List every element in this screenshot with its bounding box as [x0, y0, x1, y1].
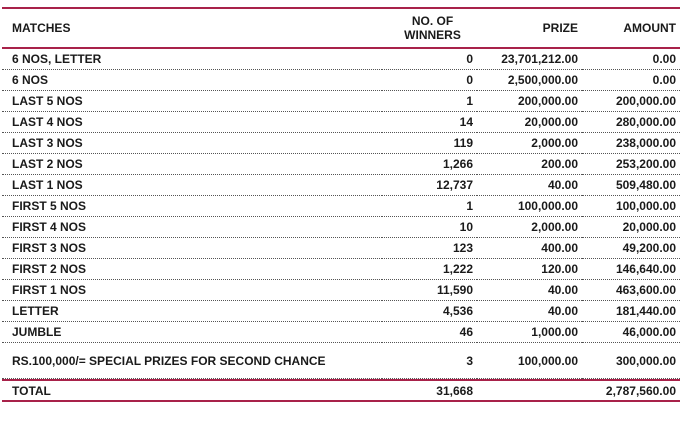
table-row	[2, 49, 680, 70]
row-winners: 46	[382, 322, 477, 343]
row-winners: 12,737	[382, 175, 477, 196]
row-matches: RS.100,000/= SPECIAL PRIZES FOR SECOND CHANCE	[2, 343, 382, 379]
header-amount: AMOUNT	[623, 21, 676, 35]
row-amount: 238,000.00	[582, 133, 680, 154]
row-winners: 1	[382, 196, 477, 217]
table-row	[2, 133, 680, 154]
row-winners: 0	[382, 70, 477, 91]
rows-body	[2, 49, 680, 379]
header-winners: NO. OF WINNERS	[404, 14, 461, 42]
row-prize: 23,701,212.00	[477, 49, 582, 70]
row-matches: FIRST 4 NOS	[2, 217, 382, 238]
row-amount: 181,440.00	[582, 301, 680, 322]
total-table	[2, 381, 680, 400]
table-row	[2, 70, 680, 91]
prize-table-body	[2, 49, 680, 379]
prize-table	[2, 9, 680, 47]
row-prize: 1,000.00	[477, 322, 582, 343]
row-winners: 10	[382, 217, 477, 238]
table-row	[2, 175, 680, 196]
row-matches: FIRST 1 NOS	[2, 280, 382, 301]
header-matches: MATCHES	[12, 21, 71, 35]
table-row	[2, 343, 680, 379]
row-prize: 100,000.00	[477, 196, 582, 217]
row-amount: 509,480.00	[582, 175, 680, 196]
row-amount: 463,600.00	[582, 280, 680, 301]
row-matches: JUMBLE	[2, 322, 382, 343]
row-matches: FIRST 5 NOS	[2, 196, 382, 217]
row-matches: LAST 2 NOS	[2, 154, 382, 175]
table-row	[2, 280, 680, 301]
table-row	[2, 196, 680, 217]
row-prize: 120.00	[477, 259, 582, 280]
row-amount: 46,000.00	[582, 322, 680, 343]
row-matches: FIRST 2 NOS	[2, 259, 382, 280]
row-winners: 11,590	[382, 280, 477, 301]
total-prize	[477, 381, 582, 400]
row-winners: 14	[382, 112, 477, 133]
table-row	[2, 238, 680, 259]
row-amount: 0.00	[582, 70, 680, 91]
row-winners: 3	[382, 343, 477, 379]
total-amount: 2,787,560.00	[605, 383, 676, 398]
row-amount: 200,000.00	[582, 91, 680, 112]
row-prize: 100,000.00	[477, 343, 582, 379]
row-amount: 49,200.00	[582, 238, 680, 259]
row-matches: LAST 1 NOS	[2, 175, 382, 196]
row-prize: 2,500,000.00	[477, 70, 582, 91]
row-prize: 2,000.00	[477, 217, 582, 238]
row-amount: 20,000.00	[582, 217, 680, 238]
row-winners: 123	[382, 238, 477, 259]
row-prize: 40.00	[477, 175, 582, 196]
row-amount: 300,000.00	[582, 343, 680, 379]
table-row	[2, 217, 680, 238]
row-prize: 200.00	[477, 154, 582, 175]
row-amount: 0.00	[582, 49, 680, 70]
row-matches: LAST 5 NOS	[2, 91, 382, 112]
row-prize: 20,000.00	[477, 112, 582, 133]
row-winners: 1,266	[382, 154, 477, 175]
total-rule-bottom	[2, 400, 680, 402]
table-row	[2, 91, 680, 112]
row-prize: 2,000.00	[477, 133, 582, 154]
row-prize: 40.00	[477, 301, 582, 322]
row-winners: 1	[382, 91, 477, 112]
table-row	[2, 154, 680, 175]
row-prize: 400.00	[477, 238, 582, 259]
table-row	[2, 259, 680, 280]
table-row	[2, 322, 680, 343]
row-winners: 119	[382, 133, 477, 154]
row-matches: LAST 4 NOS	[2, 112, 382, 133]
prize-table-container	[2, 7, 680, 402]
row-winners: 0	[382, 49, 477, 70]
row-matches: LAST 3 NOS	[2, 133, 382, 154]
row-prize: 40.00	[477, 280, 582, 301]
row-amount: 253,200.00	[582, 154, 680, 175]
row-amount: 100,000.00	[582, 196, 680, 217]
row-matches: FIRST 3 NOS	[2, 238, 382, 259]
row-prize: 200,000.00	[477, 91, 582, 112]
row-matches: LETTER	[2, 301, 382, 322]
total-winners: 31,668	[436, 383, 473, 398]
total-label: TOTAL	[12, 383, 51, 398]
table-row	[2, 112, 680, 133]
row-amount: 146,640.00	[582, 259, 680, 280]
row-matches: 6 NOS	[2, 70, 382, 91]
header-row	[2, 9, 680, 47]
row-winners: 1,222	[382, 259, 477, 280]
row-winners: 4,536	[382, 301, 477, 322]
header-prize: PRIZE	[542, 21, 578, 35]
total-row	[2, 381, 680, 400]
row-matches: 6 NOS, LETTER	[2, 49, 382, 70]
row-amount: 280,000.00	[582, 112, 680, 133]
table-row	[2, 301, 680, 322]
